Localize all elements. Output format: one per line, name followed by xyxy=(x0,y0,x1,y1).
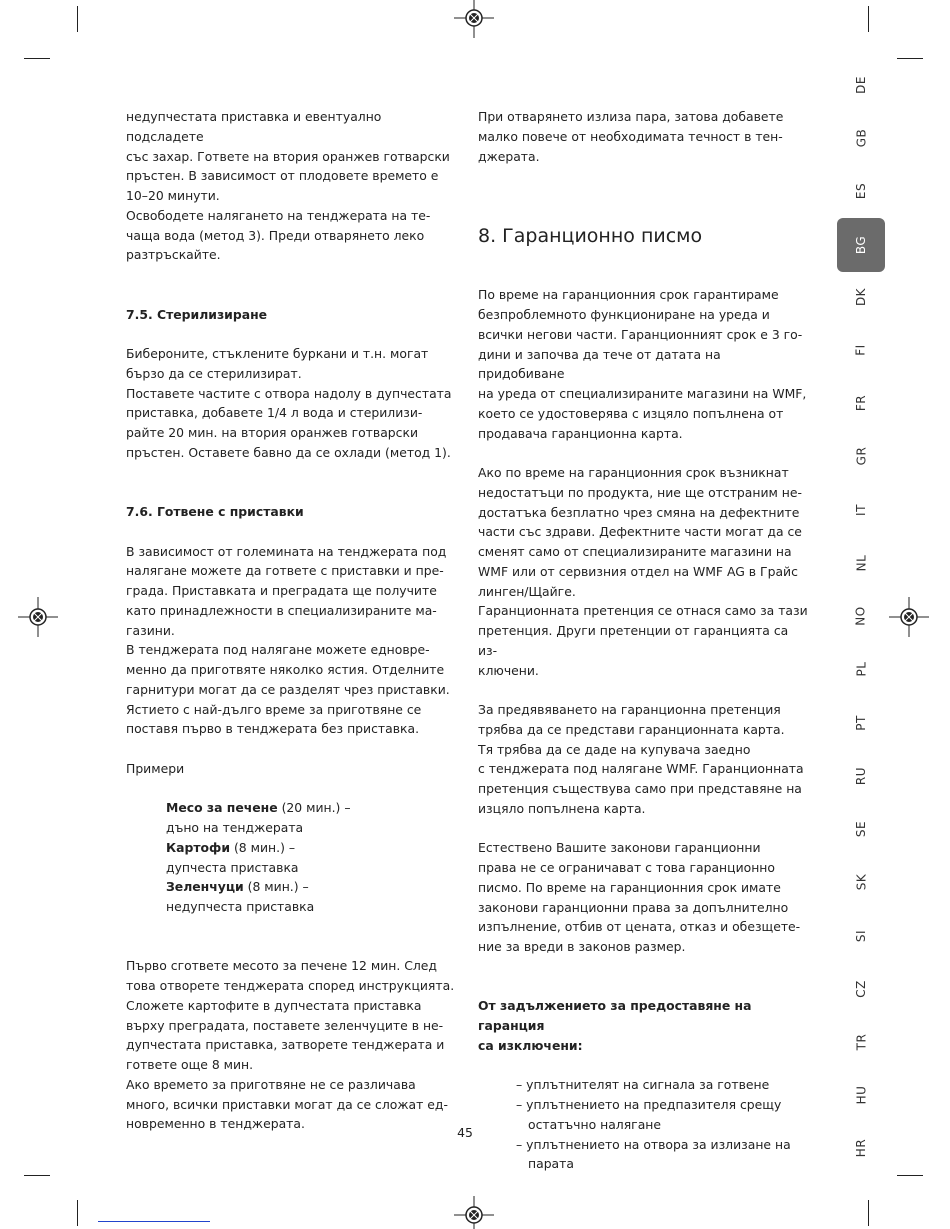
paragraph xyxy=(478,463,808,601)
crop-mark xyxy=(897,58,923,59)
lang-tab-label: SI xyxy=(854,929,868,943)
lang-tab-gb[interactable] xyxy=(837,111,885,165)
list-item xyxy=(516,1135,808,1175)
example-location: дъно на тенджерата xyxy=(166,820,304,835)
crop-mark xyxy=(868,6,869,32)
text-line: безпроблемното функциониране на уреда и xyxy=(478,307,770,322)
paragraph xyxy=(126,344,456,384)
lang-tab-label: SK xyxy=(854,873,868,891)
text-line: Ястието с най-дълго време за приготвяне се xyxy=(126,701,422,717)
lang-tab-hu[interactable] xyxy=(837,1068,885,1122)
text-line: Естествено Вашите законови гаранционни xyxy=(478,840,761,856)
text-line: линген/Щайге. xyxy=(478,583,576,599)
text-line: При отварянето излиза пара, затова добавете xyxy=(478,109,784,124)
text-line: парата xyxy=(528,1156,574,1172)
lang-tab-cz[interactable] xyxy=(837,962,885,1016)
lang-tab-label: CZ xyxy=(853,980,868,998)
text-line: изцяло попълнена карта. xyxy=(478,800,646,816)
text-line: недупчестата приставка и евентуално подсладете xyxy=(126,109,382,144)
example-name: Зеленчуци xyxy=(166,879,244,895)
text-line: В тенджерата под налягане можете едновре- xyxy=(126,642,430,658)
paragraph xyxy=(478,107,808,166)
text-line: разтръскайте. xyxy=(126,247,221,263)
text-line: върху преградата, поставете зеленчуците в не- xyxy=(126,1017,444,1033)
text-line: писмо. По време на гаранционния срок имате xyxy=(478,879,781,895)
text-line: Гаранционната претенция се отнася само за тази xyxy=(478,603,808,619)
page-number: 45 xyxy=(457,1125,473,1140)
text-line: изпълнение, отбив от цената, отказ и обезщете- xyxy=(478,919,801,935)
paragraph xyxy=(126,956,456,1075)
example-name: Месо за печене xyxy=(166,800,278,816)
lang-tab-label: NO xyxy=(853,606,868,626)
text-line: пръстен. В зависимост от плодовете времето е xyxy=(126,168,439,184)
text-line: със захар. Гответе на втория оранжев готварски xyxy=(126,148,450,164)
paragraph xyxy=(126,542,456,641)
text-line: приставка, добавете 1/4 л вода и стерилизи- xyxy=(126,405,423,421)
text-line: остатъчно налягане xyxy=(528,1116,662,1132)
text-line: сменят само от специализираните магазини на xyxy=(478,544,792,559)
text-line: газини. xyxy=(126,622,175,638)
example-time: (8 мин.) – xyxy=(230,839,296,855)
lang-tab-si[interactable] xyxy=(837,909,885,963)
text-line: – уплътнението на отвора за излизане на xyxy=(516,1136,791,1152)
text-line: недостатъци по продукта, ние ще отстраним не- xyxy=(478,484,803,500)
text-line: От задължението за предоставяне на гаранция xyxy=(478,998,752,1033)
text-line: дини и започва да тече от датата на придобиване xyxy=(478,346,721,382)
lang-tab-fr[interactable] xyxy=(837,376,885,430)
lang-tab-label: ES xyxy=(853,182,868,200)
lang-tab-pt[interactable] xyxy=(837,696,885,750)
text-line: джерата. xyxy=(478,148,540,164)
paragraph xyxy=(478,838,808,957)
lang-tab-label: SE xyxy=(853,820,868,838)
crop-mark xyxy=(24,58,50,59)
paragraph xyxy=(126,384,456,463)
lang-tab-label: GB xyxy=(854,128,868,148)
text-line: на уреда от специализираните магазини на WMF, xyxy=(478,386,807,401)
left-column xyxy=(126,107,456,1134)
bottom-rule-line xyxy=(98,1221,210,1222)
paragraph xyxy=(478,700,808,819)
lang-tab-pl[interactable] xyxy=(837,642,885,696)
text-line: дупчестата приставка, затворете тенджерата и xyxy=(126,1037,445,1053)
lang-tab-no[interactable] xyxy=(837,589,885,643)
lang-tab-es[interactable] xyxy=(837,164,885,218)
lang-tab-gr[interactable] xyxy=(837,429,885,483)
text-line: ние за вреди в законов размер. xyxy=(478,939,686,954)
section-heading-sterilize: 7.5. Стерилизиране xyxy=(126,306,268,322)
text-line: За предявяването на гаранционна претенция xyxy=(478,702,781,717)
text-line: Ако по време на гаранционния срок възникнат xyxy=(478,465,789,480)
registration-mark-right xyxy=(889,597,929,637)
text-line: което се удостоверява с изцяло попълнена от xyxy=(478,405,784,421)
lang-tab-tr[interactable] xyxy=(837,1015,885,1069)
section-heading-inserts: 7.6. Готвене с приставки xyxy=(126,504,304,519)
text-line: 10–20 минути. xyxy=(126,188,220,203)
text-line: с тенджерата под налягане WMF. Гаранционната xyxy=(478,761,804,777)
text-line: като принадлежности в специализираните ма- xyxy=(126,602,437,618)
example-name: Картофи xyxy=(166,839,231,855)
paragraph xyxy=(126,107,456,206)
lang-tab-label: HR xyxy=(854,1138,868,1158)
paragraph xyxy=(478,601,808,680)
list-item: – уплътнителят на сигнала за готвене xyxy=(516,1077,770,1093)
text-line: права не се ограничават с това гаранционно xyxy=(478,860,775,875)
text-line: Бибероните, стъклените буркани и т.н. могат xyxy=(126,346,429,361)
lang-tab-ru[interactable] xyxy=(837,749,885,803)
crop-mark xyxy=(24,1175,50,1176)
paragraph xyxy=(126,640,456,739)
paragraph xyxy=(478,285,808,443)
text-line: По време на гаранционния срок гарантираме xyxy=(478,287,779,303)
text-line: достатъка безплатно чрез смяна на дефектните xyxy=(478,504,800,520)
text-line: налягане можете да гответе с приставки и пре- xyxy=(126,563,444,579)
crop-mark xyxy=(897,1175,923,1176)
text-line: Сложете картофите в дупчестата приставка xyxy=(126,997,422,1013)
lang-tab-hr[interactable] xyxy=(837,1121,885,1175)
paragraph xyxy=(126,206,456,265)
crop-mark xyxy=(77,6,78,32)
lang-tab-label: FI xyxy=(853,344,868,356)
lang-tab-nl[interactable] xyxy=(837,536,885,590)
lang-tab-label: TR xyxy=(853,1033,868,1051)
text-line: чаща вода (метод 3). Преди отварянето леко xyxy=(126,227,425,243)
registration-mark-bottom xyxy=(454,1196,494,1229)
text-line: Освободете налягането на тенджерата на те- xyxy=(126,207,431,223)
warranty-heading: 8. Гаранционно писмо xyxy=(478,225,703,248)
lang-tab-label: DK xyxy=(853,287,868,307)
text-line: са изключени: xyxy=(478,1037,583,1053)
exclusions-heading xyxy=(478,996,808,1055)
example-time: (8 мин.) – xyxy=(243,879,309,895)
lang-tab-fi[interactable] xyxy=(837,323,885,377)
registration-mark-left xyxy=(18,597,58,637)
lang-tab-bg[interactable] xyxy=(837,218,885,272)
lang-tab-se[interactable] xyxy=(837,802,885,856)
lang-tab-label: BG xyxy=(853,235,868,255)
example-time: (20 мин.) – xyxy=(277,800,351,816)
text-line: гответе още 8 мин. xyxy=(126,1057,254,1072)
text-line: града. Приставката и преградата ще получите xyxy=(126,583,437,598)
crop-mark xyxy=(77,1200,78,1226)
lang-tab-label: FR xyxy=(854,394,868,412)
text-line: WMF или от сервизния отдел на WMF AG в Грайс xyxy=(478,563,798,579)
lang-tab-it[interactable] xyxy=(837,483,885,537)
text-line: В зависимост от големината на тенджерата под xyxy=(126,543,447,559)
text-line: Първо сгответе месото за печене 12 мин. След xyxy=(126,958,437,974)
crop-mark xyxy=(868,1200,869,1226)
text-line: това отворете тенджерата според инструкцията. xyxy=(126,978,455,993)
examples-label: Примери xyxy=(126,760,185,776)
text-line: много, всички приставки могат да се сложат ед- xyxy=(126,1096,448,1112)
lang-tab-label: IT xyxy=(854,504,868,516)
text-line: ключени. xyxy=(478,662,539,678)
text-line: части със здрави. Дефектните части могат да се xyxy=(478,524,802,540)
text-line: Ако времето за приготвяне не се различава xyxy=(126,1076,416,1092)
lang-tab-label: DE xyxy=(853,76,868,94)
right-column xyxy=(478,107,808,1174)
lang-tab-label: PL xyxy=(853,661,868,677)
text-line: законови гаранционни права за допълнително xyxy=(478,899,789,915)
lang-tab-de[interactable] xyxy=(837,58,885,112)
text-line: – уплътнението на предпазителя срещу xyxy=(516,1097,782,1112)
text-line: претенция съществува само при представяне на xyxy=(478,781,802,796)
lang-tab-label: HU xyxy=(854,1085,868,1105)
text-line: поставя първо в тенджерата без приставка. xyxy=(126,721,420,737)
lang-tab-dk[interactable] xyxy=(837,270,885,324)
text-line: Тя трябва да се даде на купувача заедно xyxy=(478,741,751,757)
text-line: малко повече от необходимата течност в тен- xyxy=(478,128,783,144)
text-line: пръстен. Оставете бавно да се охлади (метод 1). xyxy=(126,444,451,460)
text-line: менно да приготвяте няколко ястия. Отделните xyxy=(126,662,445,677)
text-line: новременно в тенджерата. xyxy=(126,1116,305,1132)
lang-tab-label: GR xyxy=(853,446,868,466)
example-location: недупчеста приставка xyxy=(166,899,315,914)
lang-tab-sk[interactable] xyxy=(837,855,885,909)
text-line: претенция. Други претенции от гаранцията са из- xyxy=(478,623,789,658)
text-line: бързо да се стерилизират. xyxy=(126,365,302,381)
lang-tab-label: PT xyxy=(853,715,868,731)
example-item xyxy=(166,798,456,818)
lang-tab-label: NL xyxy=(853,554,868,572)
text-line: Поставете частите с отвора надолу в дупчестата xyxy=(126,385,452,401)
text-line: всички негови части. Гаранционният срок е 3 го- xyxy=(478,326,803,342)
example-location: дупчеста приставка xyxy=(166,859,299,875)
lang-tab-label: RU xyxy=(854,766,868,786)
example-item xyxy=(166,838,456,858)
examples-list xyxy=(126,798,456,917)
text-line: райте 20 мин. на втория оранжев готварски xyxy=(126,425,419,440)
registration-mark-top xyxy=(454,0,494,38)
text-line: продавача гаранционна карта. xyxy=(478,425,683,441)
example-item xyxy=(166,877,456,897)
text-line: трябва да се представи гаранционната карта. xyxy=(478,721,785,737)
text-line: гарнитури могат да се разделят чрез приставки. xyxy=(126,681,450,697)
